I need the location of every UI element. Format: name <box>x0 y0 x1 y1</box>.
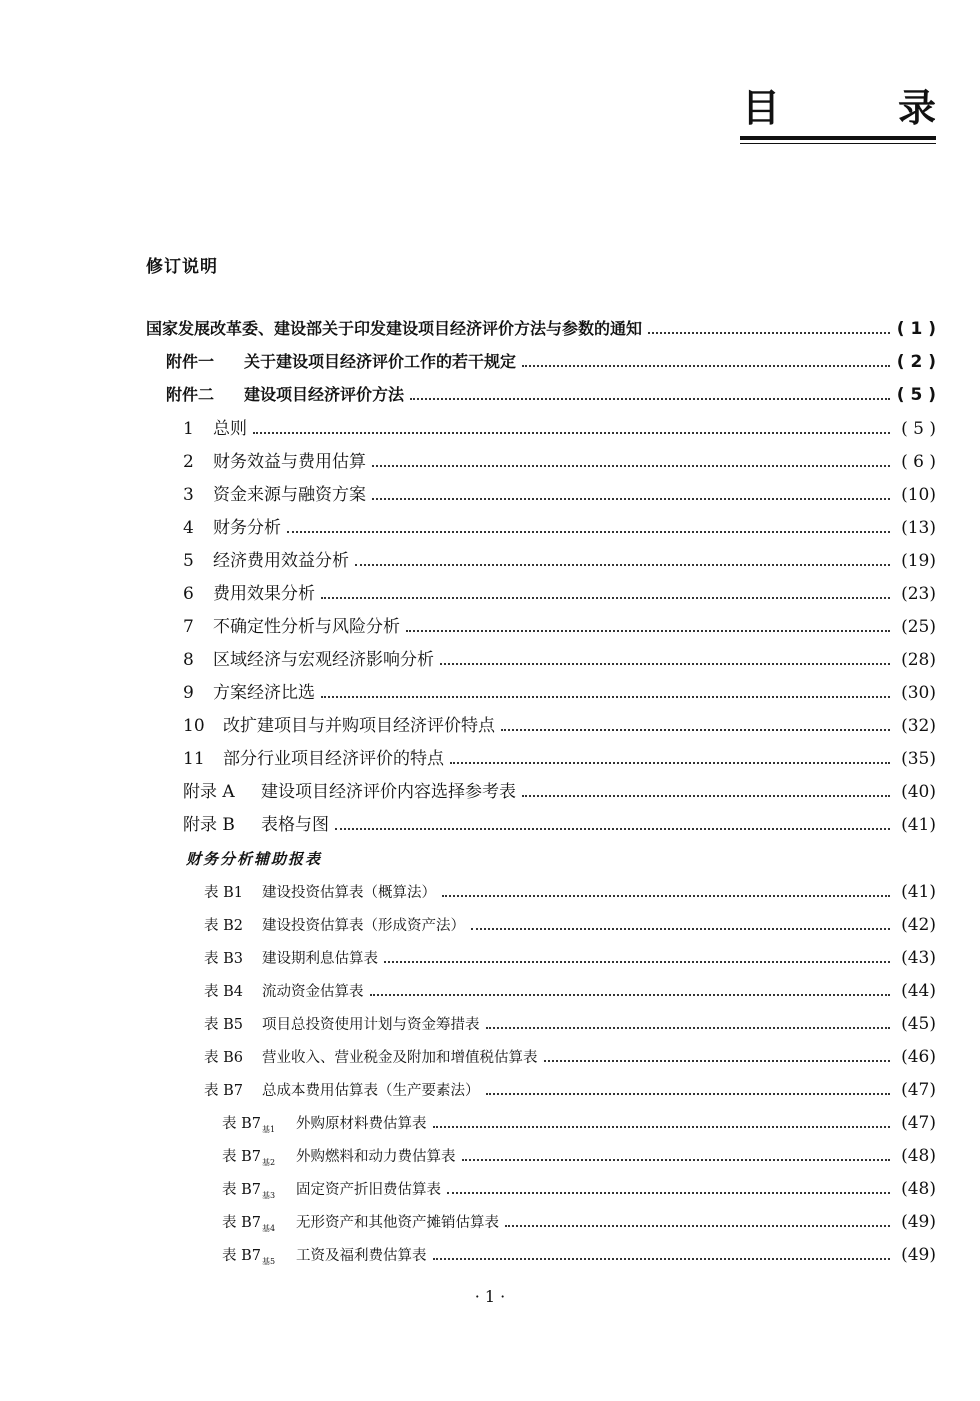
dot-leader <box>321 684 890 698</box>
toc-entry-table[interactable] <box>204 913 936 937</box>
toc-entry-number: 3 <box>183 485 194 505</box>
toc-entry-table[interactable] <box>204 946 936 970</box>
toc-entry-label: 费用效果分析 <box>213 584 315 604</box>
table-code: 表 B7 <box>222 1215 261 1231</box>
toc-page-number: (30) <box>901 683 936 703</box>
toc-entry-label: 建设项目经济评价方法 <box>244 385 405 404</box>
toc-page-number: (42) <box>901 915 936 935</box>
toc-entry-chapter[interactable] <box>183 549 936 573</box>
title-underline <box>740 136 936 140</box>
dot-leader <box>370 982 891 996</box>
toc-page-number: (40) <box>901 782 936 802</box>
toc-entry-chapter[interactable] <box>183 450 936 474</box>
toc-page-number: ( 6 ) <box>901 452 936 472</box>
toc-page-number: (10) <box>901 485 936 505</box>
toc-entry-chapter[interactable] <box>183 417 936 441</box>
toc-entry-label: 工资及福利费估算表 <box>296 1248 427 1264</box>
dot-leader <box>442 883 890 897</box>
dot-leader <box>450 750 890 764</box>
toc-entry-label: 表格与图 <box>261 815 329 835</box>
toc-entry-annex-2[interactable] <box>166 383 936 407</box>
toc-entry-subtable[interactable] <box>222 1177 936 1201</box>
dot-leader <box>253 420 890 434</box>
toc-page-number: (49) <box>901 1212 936 1232</box>
toc-entry-label: 总则 <box>213 419 247 439</box>
toc-entry-label: 总成本费用估算表（生产要素法） <box>262 1083 480 1099</box>
toc-page-number: (41) <box>901 815 936 835</box>
toc-entry-number: 附件二 <box>166 385 215 404</box>
table-subscript: 基3 <box>262 1191 276 1200</box>
toc-entry-subtable[interactable] <box>222 1243 936 1267</box>
dot-leader <box>447 1180 890 1194</box>
preface-heading: 修订说明 <box>146 257 218 277</box>
toc-entry-label: 流动资金估算表 <box>262 984 364 1000</box>
toc-entry-subtable[interactable] <box>222 1210 936 1234</box>
table-subscript: 基4 <box>262 1224 276 1233</box>
toc-entry-label: 项目总投资使用计划与资金筹措表 <box>262 1017 480 1033</box>
toc-entry-chapter[interactable] <box>183 516 936 540</box>
table-code: 表 B7 <box>222 1149 261 1165</box>
table-code: 表 B7 <box>222 1182 261 1198</box>
dot-leader <box>372 453 890 467</box>
toc-entry-label: 区域经济与宏观经济影响分析 <box>213 650 434 670</box>
toc-entry-number: 附件一 <box>166 352 215 371</box>
toc-page-number: (46) <box>901 1047 936 1067</box>
toc-entry-number: 7 <box>183 617 194 637</box>
dot-leader <box>486 1081 891 1095</box>
toc-entry-label: 外购燃料和动力费估算表 <box>296 1149 456 1165</box>
dot-leader <box>471 916 890 930</box>
dot-leader <box>440 651 890 665</box>
toc-entry-number: 表 B4 <box>204 984 243 1000</box>
toc-entry-label: 资金来源与融资方案 <box>213 485 366 505</box>
toc-entry-number: 表 B6 <box>204 1050 243 1066</box>
toc-entry-chapter[interactable] <box>183 747 936 771</box>
toc-entry-table[interactable] <box>204 1045 936 1069</box>
toc-page-number: (35) <box>901 749 936 769</box>
table-code: 表 B7 <box>222 1248 261 1264</box>
toc-page-number: (25) <box>901 617 936 637</box>
dot-leader <box>321 585 890 599</box>
toc-entry-number: 2 <box>183 452 194 472</box>
toc-entry-label: 营业收入、营业税金及附加和增值税估算表 <box>262 1050 538 1066</box>
toc-page-number: (41) <box>901 882 936 902</box>
toc-entry-label: 部分行业项目经济评价的特点 <box>223 749 444 769</box>
toc-entry-label: 经济费用效益分析 <box>213 551 349 571</box>
toc-entry-main[interactable] <box>146 317 936 341</box>
toc-page-number: (28) <box>901 650 936 670</box>
toc-entry-label: 国家发展改革委、建设部关于印发建设项目经济评价方法与参数的通知 <box>146 319 643 338</box>
toc-entry-subtable[interactable] <box>222 1111 936 1135</box>
toc-entry-number: 6 <box>183 584 194 604</box>
title-char-left: 目 <box>742 86 781 130</box>
dot-leader <box>433 1246 891 1260</box>
toc-page-number: ( 5 ) <box>896 385 936 405</box>
toc-entry-chapter[interactable] <box>183 483 936 507</box>
toc-entry-label: 改扩建项目与并购项目经济评价特点 <box>223 716 495 736</box>
toc-entry-label: 无形资产和其他资产摊销估算表 <box>296 1215 499 1231</box>
toc-entry-number: 表 B1 <box>204 885 243 901</box>
toc-entry-label: 外购原材料费估算表 <box>296 1116 427 1132</box>
toc-entry-label: 关于建设项目经济评价工作的若干规定 <box>244 352 517 371</box>
toc-entry-number: 11 <box>183 749 205 769</box>
toc-page-number: ( 5 ) <box>901 419 936 439</box>
toc-entry-annex-1[interactable] <box>166 350 936 374</box>
dot-leader <box>648 320 890 334</box>
aux-reports-heading: 财务分析辅助报表 <box>186 850 323 868</box>
toc-page-number: (48) <box>901 1179 936 1199</box>
toc-entry-number: 1 <box>183 419 194 439</box>
dot-leader <box>505 1213 890 1227</box>
toc-entry-number: 9 <box>183 683 194 703</box>
toc-page-number: (43) <box>901 948 936 968</box>
title-underline-thin <box>740 143 936 144</box>
toc-page-number: ( 1 ) <box>896 319 936 339</box>
toc-entry-label: 建设期利息估算表 <box>262 951 378 967</box>
table-subscript: 基2 <box>262 1158 276 1167</box>
dot-leader <box>410 386 890 400</box>
toc-entry-chapter[interactable] <box>183 582 936 606</box>
toc-entry-number: 8 <box>183 650 194 670</box>
toc-entry-number <box>222 1244 296 1270</box>
toc-entry-appendix-b[interactable] <box>183 813 936 837</box>
table-code: 表 B7 <box>222 1116 261 1132</box>
dot-leader <box>355 552 890 566</box>
toc-entry-number: 5 <box>183 551 194 571</box>
dot-leader <box>501 717 890 731</box>
toc-entry-number <box>222 1178 296 1204</box>
toc-entry-table[interactable] <box>204 1078 936 1102</box>
dot-leader <box>486 1015 891 1029</box>
table-subscript: 基5 <box>262 1257 276 1266</box>
dot-leader <box>372 486 890 500</box>
toc-page-number: (48) <box>901 1146 936 1166</box>
dot-leader <box>544 1048 891 1062</box>
toc-entry-chapter[interactable] <box>183 615 936 639</box>
toc-page-number: (19) <box>901 551 936 571</box>
toc-entry-table[interactable] <box>204 1012 936 1036</box>
toc-entry-number: 表 B2 <box>204 918 243 934</box>
title-char-right: 录 <box>897 86 936 130</box>
dot-leader <box>287 519 890 533</box>
toc-page-number: (49) <box>901 1245 936 1265</box>
dot-leader <box>406 618 890 632</box>
toc-entry-table[interactable] <box>204 979 936 1003</box>
dot-leader <box>335 816 890 830</box>
toc-entry-number: 4 <box>183 518 194 538</box>
toc-entry-number: 附录 A <box>183 782 235 802</box>
toc-entry-number: 表 B3 <box>204 951 243 967</box>
table-subscript: 基1 <box>262 1125 276 1134</box>
toc-page-number: (13) <box>901 518 936 538</box>
toc-entry-label: 方案经济比选 <box>213 683 315 703</box>
toc-entry-chapter[interactable] <box>183 714 936 738</box>
toc-entry-label: 财务效益与费用估算 <box>213 452 366 472</box>
toc-entry-number: 表 B5 <box>204 1017 243 1033</box>
toc-entry-appendix-a[interactable] <box>183 780 936 804</box>
toc-entry-chapter[interactable] <box>183 648 936 672</box>
toc-entry-label: 不确定性分析与风险分析 <box>213 617 400 637</box>
toc-entry-label: 建设投资估算表（形成资产法） <box>262 918 465 934</box>
dot-leader <box>522 783 890 797</box>
toc-entry-chapter[interactable] <box>183 681 936 705</box>
toc-page-number: (47) <box>901 1113 936 1133</box>
dot-leader <box>433 1114 891 1128</box>
toc-page-number: (45) <box>901 1014 936 1034</box>
toc-entry-label: 建设项目经济评价内容选择参考表 <box>261 782 516 802</box>
toc-entry-number <box>222 1145 296 1171</box>
toc-page-number: (32) <box>901 716 936 736</box>
toc-page-number: (44) <box>901 981 936 1001</box>
toc-entry-number: 附录 B <box>183 815 235 835</box>
page-title <box>740 86 936 148</box>
page-number-footer: · 1 · <box>474 1287 506 1306</box>
toc-page-number: (47) <box>901 1080 936 1100</box>
toc-entry-label: 财务分析 <box>213 518 281 538</box>
toc-entry-number: 表 B7 <box>204 1083 243 1099</box>
toc-entry-label: 固定资产折旧费估算表 <box>296 1182 441 1198</box>
toc-entry-subtable[interactable] <box>222 1144 936 1168</box>
dot-leader <box>384 949 890 963</box>
toc-entry-number: 10 <box>183 716 205 736</box>
dot-leader <box>522 353 890 367</box>
dot-leader <box>462 1147 891 1161</box>
toc-page-number: (23) <box>901 584 936 604</box>
toc-page-number: ( 2 ) <box>896 352 936 372</box>
toc-entry-number <box>222 1211 296 1237</box>
toc-entry-table[interactable] <box>204 880 936 904</box>
toc-entry-label: 建设投资估算表（概算法） <box>262 885 436 901</box>
toc-entry-number <box>222 1112 296 1138</box>
